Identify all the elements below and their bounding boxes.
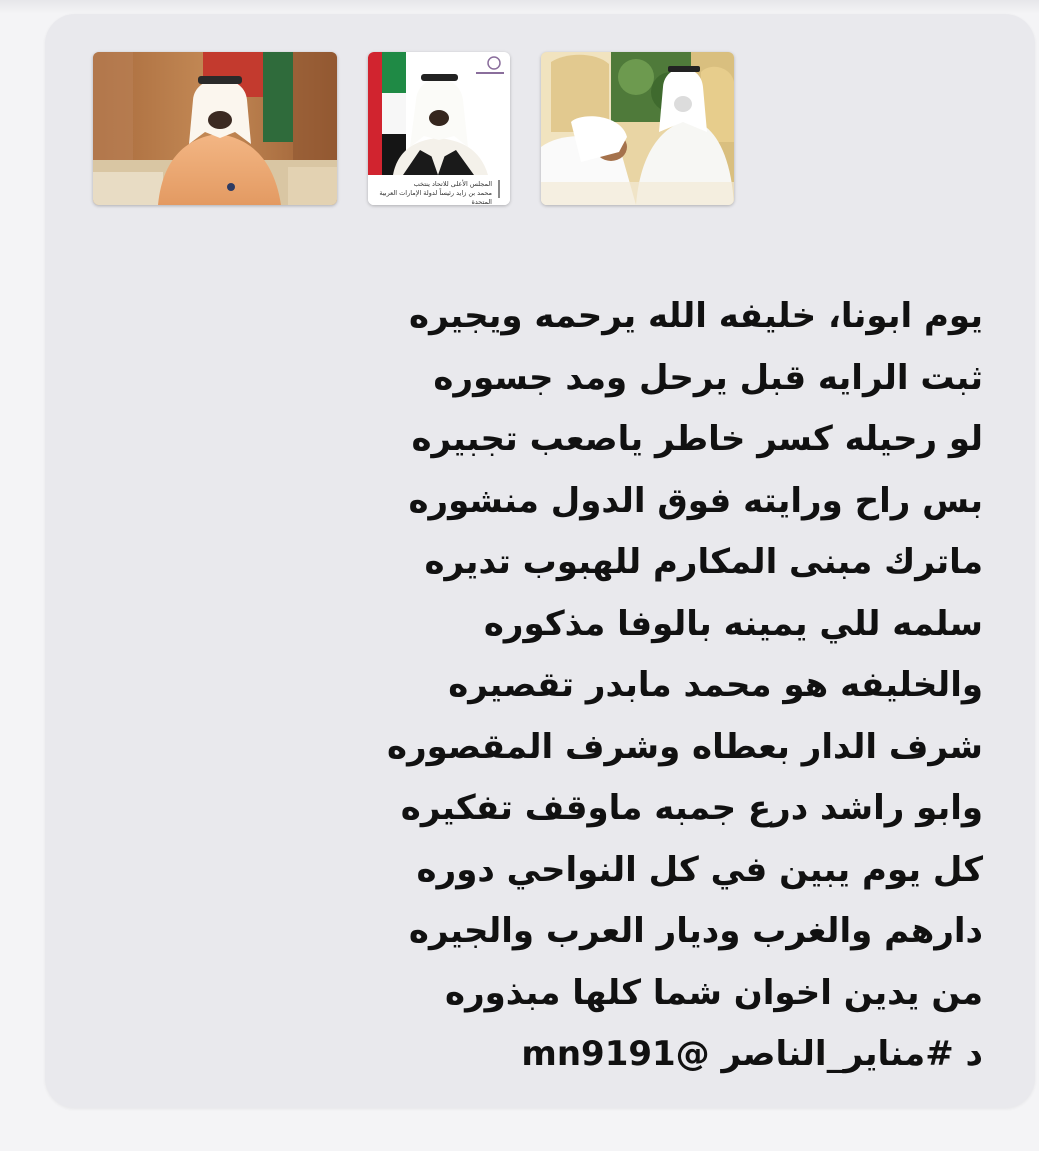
message-bubble [45, 14, 1035, 1108]
signature-prefix: د [965, 1034, 983, 1074]
poem-line: دارهم والغرب وديار العرب والجيره [408, 911, 983, 951]
poem-signature-line [387, 1024, 983, 1086]
poem-line: من يدين اخوان شما كلها مبذوره [445, 972, 983, 1013]
poem-line: وابو راشد درع جمبه ماوقف تفكيره [400, 788, 983, 828]
hashtag-link[interactable]: #مناير_الناصر [721, 1034, 954, 1074]
poem-line: ماترك مبنى المكارم للهبوب تديره [424, 542, 983, 582]
photo-man-seated-orange[interactable] [93, 52, 337, 205]
top-edge [0, 0, 1039, 14]
poem-line: بس راح ورايته فوق الدول منشوره [408, 480, 983, 521]
poem-line: شرف الدار بعطاه وشرف المقصوره [387, 726, 983, 767]
poem-line: لو رحيله كسر خاطر ياصعب تجبيره [411, 419, 983, 459]
poem-line: كل يوم يبين في كل النواحي دوره [416, 849, 983, 890]
photo-two-men-greeting-image [541, 52, 734, 205]
caption-line-2: محمد بن زايد رئيساً لدولة الإمارات العربية المتحدة [379, 189, 492, 205]
poem-line: ثبت الرايه قبل يرحل ومد جسوره [433, 357, 983, 398]
photo-man-seated-orange-image [93, 52, 337, 205]
poem-line: يوم ابونا، خليفه الله يرحمه ويجيره [409, 296, 983, 336]
poem-line: والخليفه هو محمد مابدر تقصيره [448, 665, 983, 705]
photo-caption [368, 175, 510, 205]
poem-line: سلمه للي يمينه بالوفا مذكوره [483, 603, 983, 644]
caption-bar [498, 180, 500, 198]
caption-line-1: المجلس الأعلى للاتحاد ينتخب [413, 180, 492, 188]
photo-two-men-greeting[interactable] [541, 52, 734, 205]
poem-text [387, 286, 983, 1086]
photo-portrait-flag[interactable] [368, 52, 510, 205]
mention-link[interactable]: @mn9191 [521, 1034, 710, 1074]
